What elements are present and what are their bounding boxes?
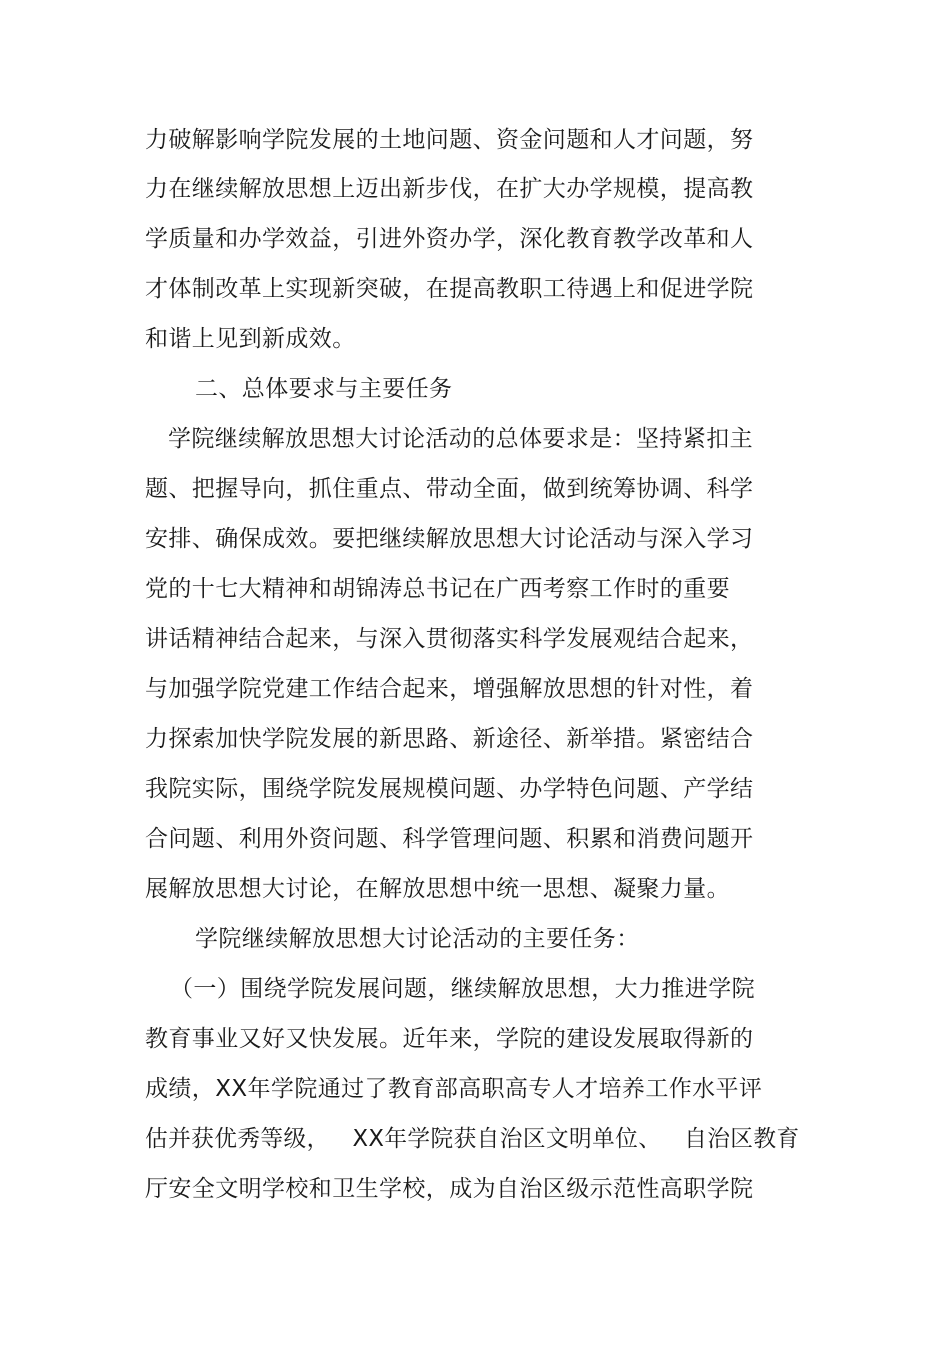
paragraph-line: 与加强学院党建工作结合起来，增强解放思想的针对性，着 bbox=[145, 676, 754, 702]
paragraph-line: 安排、确保成效。要把继续解放思想大讨论活动与深入学习 bbox=[145, 526, 754, 552]
paragraph-line: 党的十七大精神和胡锦涛总书记在广西考察工作时的重要 bbox=[145, 576, 730, 602]
paragraph-line: 教育事业又好又快发展。近年来，学院的建设发展取得新的 bbox=[145, 1026, 754, 1052]
paragraph-line: 我院实际，围绕学院发展规模问题、办学特色问题、产学结 bbox=[145, 776, 754, 802]
paragraph-line: 才体制改革上实现新突破，在提高教职工待遇上和促进学院 bbox=[145, 276, 754, 302]
paragraph-line: 力探索加快学院发展的新思路、新途径、新举措。紧密结合 bbox=[145, 726, 754, 752]
section-heading: 二、总体要求与主要任务 bbox=[195, 376, 453, 402]
paragraph-line: 估并获优秀等级， XX年学院获自治区文明单位、 自治区教育 bbox=[145, 1126, 800, 1152]
paragraph-line: 学院继续解放思想大讨论活动的主要任务： bbox=[195, 926, 640, 952]
paragraph-line: 厅安全文明学校和卫生学校，成为自治区级示范性高职学院 bbox=[145, 1176, 754, 1202]
paragraph-line: 合问题、利用外资问题、科学管理问题、积累和消费问题开 bbox=[145, 826, 754, 852]
paragraph-line: 展解放思想大讨论，在解放思想中统一思想、凝聚力量。 bbox=[145, 876, 730, 902]
paragraph-line: 讲话精神结合起来，与深入贯彻落实科学发展观结合起来， bbox=[145, 626, 754, 652]
paragraph-line: 学质量和办学效益，引进外资办学，深化教育教学改革和人 bbox=[145, 226, 754, 252]
paragraph-line: 题、把握导向，抓住重点、带动全面，做到统筹协调、科学 bbox=[145, 476, 754, 502]
paragraph-line: 和谐上见到新成效。 bbox=[145, 326, 356, 352]
paragraph-line: 学院继续解放思想大讨论活动的总体要求是：坚持紧扣主 bbox=[168, 426, 753, 452]
paragraph-line: 力在继续解放思想上迈出新步伐，在扩大办学规模，提高教 bbox=[145, 176, 754, 202]
paragraph-line: （一）围绕学院发展问题，继续解放思想，大力推进学院 bbox=[170, 976, 755, 1002]
paragraph-line: 成绩，XX年学院通过了教育部高职高专人才培养工作水平评 bbox=[145, 1076, 763, 1102]
paragraph-line: 力破解影响学院发展的土地问题、资金问题和人才问题，努 bbox=[145, 127, 754, 153]
